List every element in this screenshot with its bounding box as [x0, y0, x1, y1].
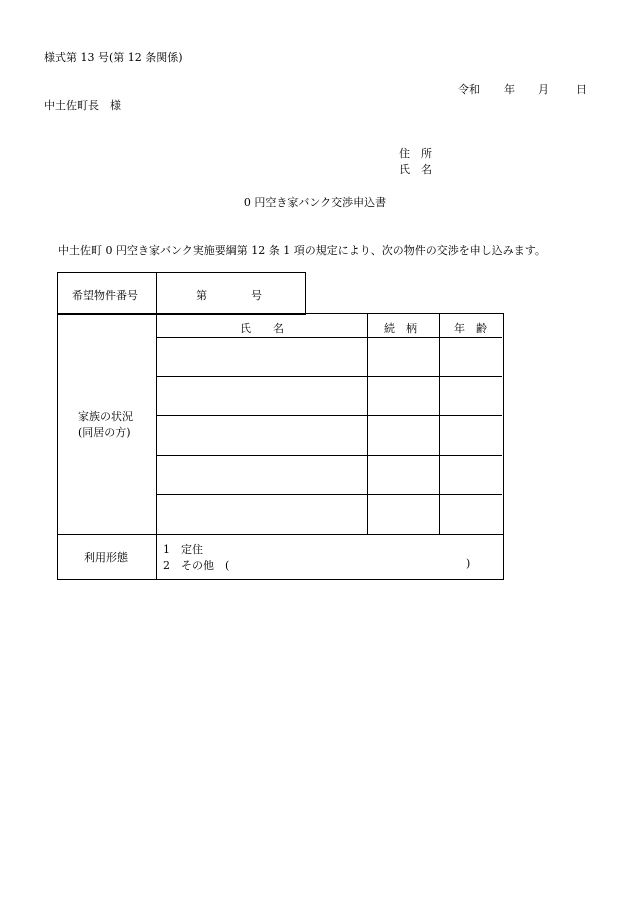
family-status-label: 家族の状況 — [78, 410, 133, 423]
column-header-name: 氏 名 — [240, 322, 284, 335]
usage-label: 利用形態 — [84, 551, 128, 564]
column-header-age: 年 齢 — [454, 322, 487, 335]
property-number-label: 希望物件番号 — [72, 289, 138, 302]
family-row-2-name[interactable] — [158, 378, 366, 414]
family-row-3-name[interactable] — [158, 417, 366, 453]
date-era: 令和 — [458, 83, 480, 96]
applicant-block — [399, 146, 432, 178]
column-header-relation: 続 柄 — [384, 322, 417, 335]
age-col-divider — [439, 313, 440, 534]
body-text: 中土佐町 0 円空き家バンク実施要綱第 12 条 1 項の規定により、次の物件の交渉を申し込みます。 — [58, 244, 546, 257]
form-number: 様式第 13 号(第 12 条関係) — [44, 51, 183, 64]
date-day: 日 — [576, 83, 587, 96]
usage-option-other[interactable]: 2 その他 ( — [163, 559, 230, 572]
row-divider — [156, 455, 502, 456]
family-row-5-name[interactable] — [158, 496, 366, 532]
row-divider — [156, 376, 502, 377]
date-line — [458, 81, 598, 97]
property-number-divider — [156, 272, 157, 314]
document-title: 0 円空き家バンク交渉申込書 — [243, 196, 387, 209]
family-row-4-name[interactable] — [158, 457, 366, 493]
usage-divider — [57, 534, 503, 535]
header-divider — [156, 337, 502, 338]
family-label-divider — [156, 313, 157, 579]
family-status-sublabel: (同居の方) — [78, 426, 131, 439]
property-number-value[interactable]: 第 号 — [196, 289, 262, 302]
date-month: 月 — [538, 83, 549, 96]
row-divider — [156, 494, 502, 495]
family-row-1-name[interactable] — [158, 339, 366, 375]
addressee: 中土佐町長 様 — [44, 99, 121, 112]
relation-col-divider — [367, 313, 368, 534]
name-label: 氏 名 — [399, 163, 432, 176]
usage-option-other-close: ) — [466, 557, 471, 570]
usage-option-settle[interactable]: 1 定住 — [163, 543, 203, 556]
address-label: 住 所 — [399, 147, 432, 160]
date-year: 年 — [504, 83, 515, 96]
row-divider — [156, 415, 502, 416]
